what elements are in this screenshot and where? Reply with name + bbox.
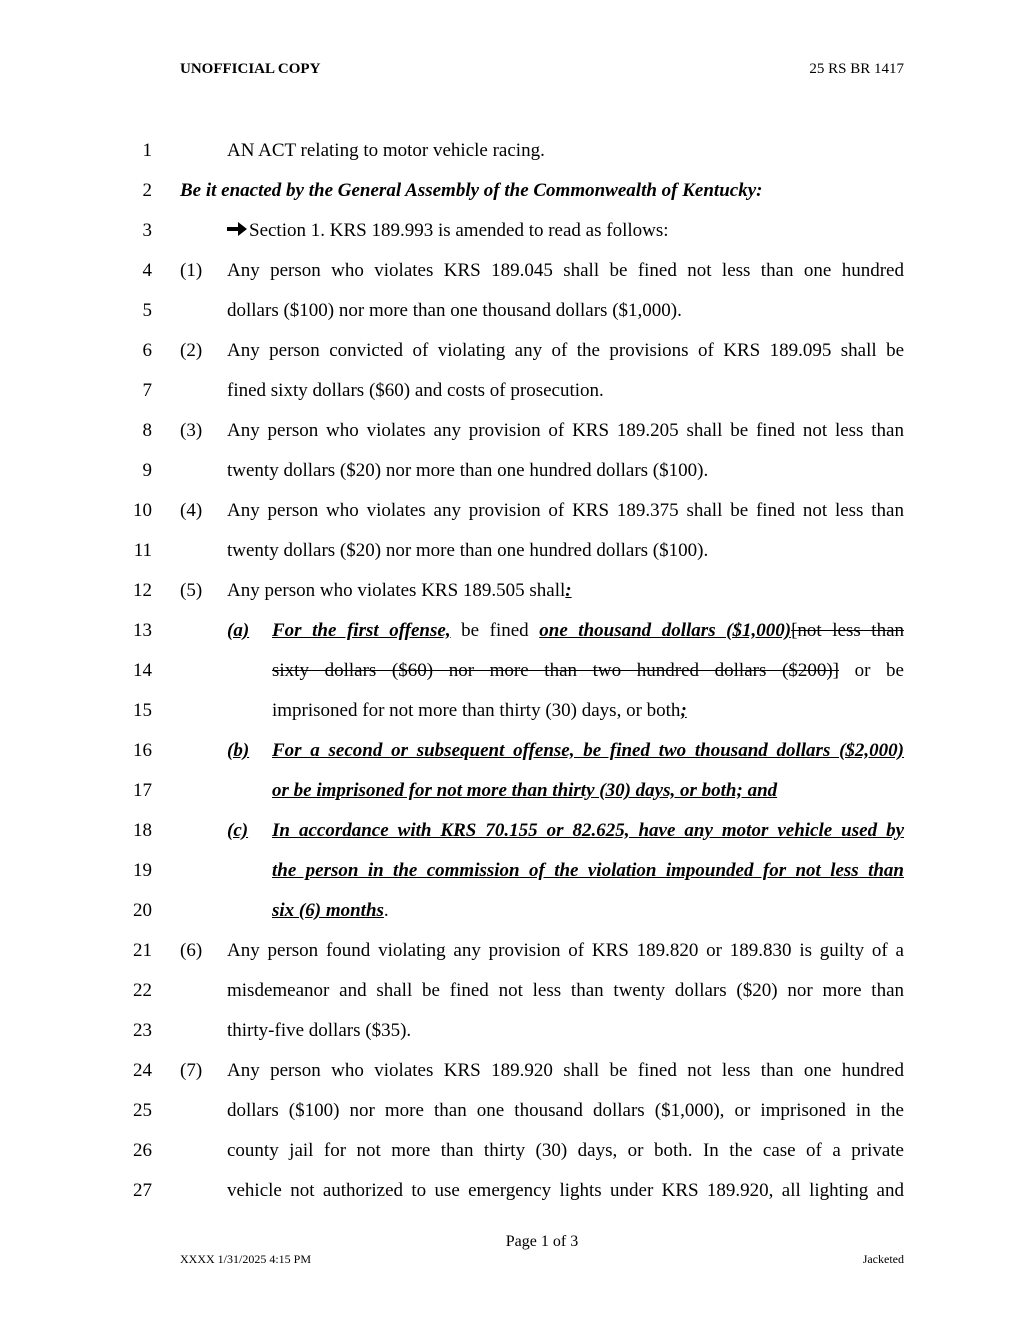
line-text: misdemeanor and shall be fined not less than twenty dollars ($20) nor more than [227, 980, 904, 1001]
line-text: county jail for not more than thirty (30) days, or both. In the case of a private [227, 1140, 904, 1161]
line-text: vehicle not authorized to use emergency lights under KRS 189.920, all lighting and [227, 1180, 904, 1201]
document-line [0, 1136, 1024, 1166]
subsection-label: (4) [180, 500, 203, 521]
line-number: 2 [142, 180, 152, 201]
line-number: 18 [133, 820, 152, 841]
line-number: 11 [133, 540, 152, 561]
header-right: 25 RS BR 1417 [809, 61, 904, 77]
right-arrow-icon [227, 216, 249, 246]
document-line [0, 856, 1024, 886]
line-text: dollars ($100) nor more than one thousand dollars ($1,000). [227, 300, 682, 321]
footer-right: Jacketed [862, 1252, 904, 1266]
line-number: 1 [142, 140, 152, 161]
line-number: 7 [142, 380, 152, 401]
paragraph-label: (b) [227, 740, 250, 761]
document-line [0, 656, 1024, 686]
header-left: UNOFFICIAL COPY [180, 61, 321, 77]
line-number: 10 [133, 500, 152, 521]
document-line [0, 816, 1024, 846]
line-number: 27 [133, 1180, 152, 1201]
line-text: Any person convicted of violating any of the provisions of KRS 189.095 shall be [227, 340, 904, 361]
plain-text: or be [838, 660, 904, 681]
document-line [0, 1016, 1024, 1046]
document-line [0, 736, 1024, 766]
inserted-text: ; [680, 700, 687, 721]
line-text [272, 616, 904, 646]
line-text: Any person who violates any provision of KRS 189.205 shall be fined not less than [227, 420, 904, 441]
subsection-label: (2) [180, 340, 203, 361]
subsection-label: (1) [180, 260, 203, 281]
document-line [0, 416, 1024, 446]
document-line [0, 296, 1024, 326]
line-number: 24 [133, 1060, 152, 1081]
line-number: 12 [133, 580, 152, 601]
line-text [272, 696, 687, 726]
line-text: thirty-five dollars ($35). [227, 1020, 412, 1041]
line-number: 20 [133, 900, 152, 921]
line-number: 26 [133, 1140, 152, 1161]
line-number: 21 [133, 940, 152, 961]
inserted-text: : [565, 580, 572, 601]
plain-text: imprisoned for not more than thirty (30) days, or both [272, 700, 681, 721]
document-line [0, 216, 1024, 246]
paragraph-label: (a) [227, 620, 250, 641]
document-line [0, 136, 1024, 166]
document-line [0, 256, 1024, 286]
line-number: 22 [133, 980, 152, 1001]
inserted-text: the person in the commission of the violation impounded for not less than [272, 860, 904, 881]
line-number: 23 [133, 1020, 152, 1041]
document-line [0, 936, 1024, 966]
plain-text: be fined [450, 620, 540, 641]
line-number: 25 [133, 1100, 152, 1121]
document-line [0, 976, 1024, 1006]
paragraph-label: (c) [227, 820, 249, 841]
line-number: 8 [142, 420, 152, 441]
document-line [0, 1096, 1024, 1126]
line-text: twenty dollars ($20) nor more than one hundred dollars ($100). [227, 540, 709, 561]
line-text: dollars ($100) nor more than one thousand dollars ($1,000), or imprisoned in the [227, 1100, 904, 1121]
act-title: AN ACT relating to motor vehicle racing. [227, 140, 545, 161]
inserted-text: or be imprisoned for not more than thirty (30) days, or both; and [272, 780, 778, 801]
line-number: 14 [133, 660, 152, 681]
document-line [0, 1056, 1024, 1086]
page-number: Page 1 of 3 [505, 1233, 579, 1250]
document-line [0, 776, 1024, 806]
line-text [227, 576, 572, 606]
plain-text: Any person who violates KRS 189.505 shall [227, 580, 566, 601]
deleted-text: [not less than [791, 620, 904, 641]
document-line [0, 536, 1024, 566]
subsection-label: (5) [180, 580, 203, 601]
inserted-text: six (6) months [272, 900, 384, 921]
line-text: Any person who violates any provision of KRS 189.375 shall be fined not less than [227, 500, 904, 521]
line-text [272, 656, 904, 686]
subsection-label: (7) [180, 1060, 203, 1081]
deleted-text: sixty dollars ($60) nor more than two hundred dollars ($200)] [272, 660, 839, 681]
plain-text: . [383, 900, 389, 921]
document-line [0, 576, 1024, 606]
section-heading [227, 216, 669, 246]
document-line [0, 336, 1024, 366]
inserted-text: For a second or subsequent offense, be fined two thousand dollars ($2,000) [272, 740, 904, 761]
line-number: 13 [133, 620, 152, 641]
inserted-text: one thousand dollars ($1,000) [539, 620, 792, 641]
line-number: 19 [133, 860, 152, 881]
line-text [272, 896, 389, 926]
line-number: 6 [142, 340, 152, 361]
line-number: 4 [142, 260, 152, 281]
document-line [0, 1176, 1024, 1206]
document-line [0, 696, 1024, 726]
document-line [0, 496, 1024, 526]
line-text: Any person who violates KRS 189.920 shall be fined not less than one hundred [227, 1060, 904, 1081]
document-line [0, 176, 1024, 206]
line-number: 17 [133, 780, 152, 801]
line-text: twenty dollars ($20) nor more than one hundred dollars ($100). [227, 460, 709, 481]
document-line [0, 376, 1024, 406]
line-number: 9 [142, 460, 152, 481]
subsection-label: (6) [180, 940, 203, 961]
subsection-label: (3) [180, 420, 203, 441]
document-line [0, 616, 1024, 646]
line-number: 16 [133, 740, 152, 761]
line-number: 15 [133, 700, 152, 721]
line-text: Any person who violates KRS 189.045 shall be fined not less than one hundred [227, 260, 904, 281]
line-text: Any person found violating any provision of KRS 189.820 or 189.830 is guilty of a [227, 940, 904, 961]
inserted-text: In accordance with KRS 70.155 or 82.625, have any motor vehicle used by [272, 820, 904, 841]
line-number: 5 [142, 300, 152, 321]
inserted-text: For the first offense, [272, 620, 451, 641]
document-line [0, 896, 1024, 926]
document-line [0, 456, 1024, 486]
line-text: fined sixty dollars ($60) and costs of prosecution. [227, 380, 604, 401]
line-number: 3 [142, 220, 152, 241]
enacting-clause: Be it enacted by the General Assembly of the Commonwealth of Kentucky: [180, 180, 763, 201]
section-text: Section 1. KRS 189.993 is amended to read as follows: [249, 220, 669, 241]
footer-left: XXXX 1/31/2025 4:15 PM [180, 1252, 312, 1266]
